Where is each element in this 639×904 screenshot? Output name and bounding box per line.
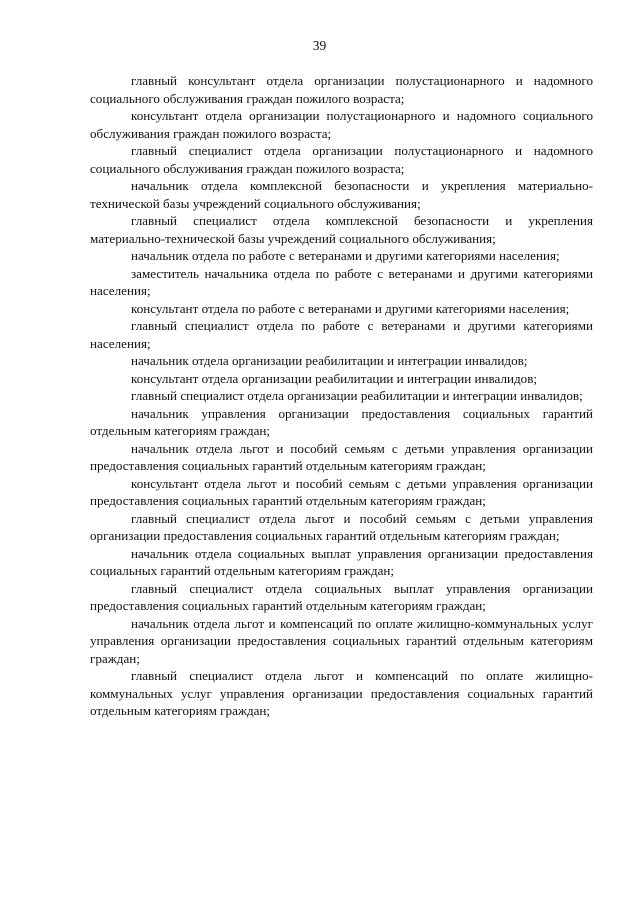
list-item: начальник отдела по работе с ветеранами и другими категориями населения; [131, 248, 560, 263]
list-item: главный специалист отдела льгот и пособий семьям с детьми управления организации предоставления социальных гарантий отдельным категориям граждан; [90, 510, 593, 543]
list-item: главный специалист отдела организации полустационарного и надомного социального обслуживания граждан пожилого возраста; [90, 143, 593, 176]
list-item: начальник отдела комплексной безопасности и укрепления материально-технической базы учреждений социального обслуживания; [90, 178, 593, 211]
list-item: главный консультант отдела организации полустационарного и надомного социального обслуживания граждан пожилого возраста; [90, 73, 593, 106]
list-item: консультант отдела организации реабилитации и интеграции инвалидов; [131, 370, 538, 386]
list-item: начальник отдела социальных выплат управления организации предоставления социальных гарантий отдельным категориям граждан; [90, 545, 593, 578]
list-item: главный специалист отдела льгот и компенсаций по оплате жилищно-коммунальных услуг управления организации предоставления социальных гарантий отдельным категориям граждан; [90, 668, 593, 718]
list-item: главный специалист отдела по работе с ветеранами и другими категориями населения; [90, 318, 593, 351]
list-item: заместитель начальника отдела по работе с ветеранами и другими категориями населения; [90, 265, 593, 298]
list-item: начальник управления организации предоставления социальных гарантий отдельным категориям граждан; [90, 405, 593, 438]
list-item: начальник отдела льгот и пособий семьям с детьми управления организации предоставления социальных гарантий отдельным категориям граждан; [90, 440, 593, 473]
list-item: главный специалист отдела социальных выплат управления организации предоставления социальных гарантий отдельным категориям граждан; [90, 580, 593, 613]
list-item: начальник отдела организации реабилитации и интеграции инвалидов; [131, 353, 528, 368]
list-item: главный специалист отдела комплексной безопасности и укрепления материально-технической базы учреждений социального обслуживания; [90, 213, 593, 246]
list-item: консультант отдела организации полустационарного и надомного социального обслуживания граждан пожилого возраста; [90, 108, 593, 141]
list-item: начальник отдела льгот и компенсаций по оплате жилищно-коммунальных услуг управления организации предоставления социальных гарантий отдельным категориям граждан; [90, 615, 593, 666]
list-item: консультант отдела по работе с ветеранами и другими категориями населения; [131, 300, 570, 316]
list-item: главный специалист отдела организации реабилитации и интеграции инвалидов; [131, 388, 583, 403]
page-number: 39 [312, 38, 327, 53]
document-body [90, 72, 593, 720]
list-item: консультант отдела льгот и пособий семьям с детьми управления организации предоставления социальных гарантий отдельным категориям граждан; [90, 475, 593, 508]
